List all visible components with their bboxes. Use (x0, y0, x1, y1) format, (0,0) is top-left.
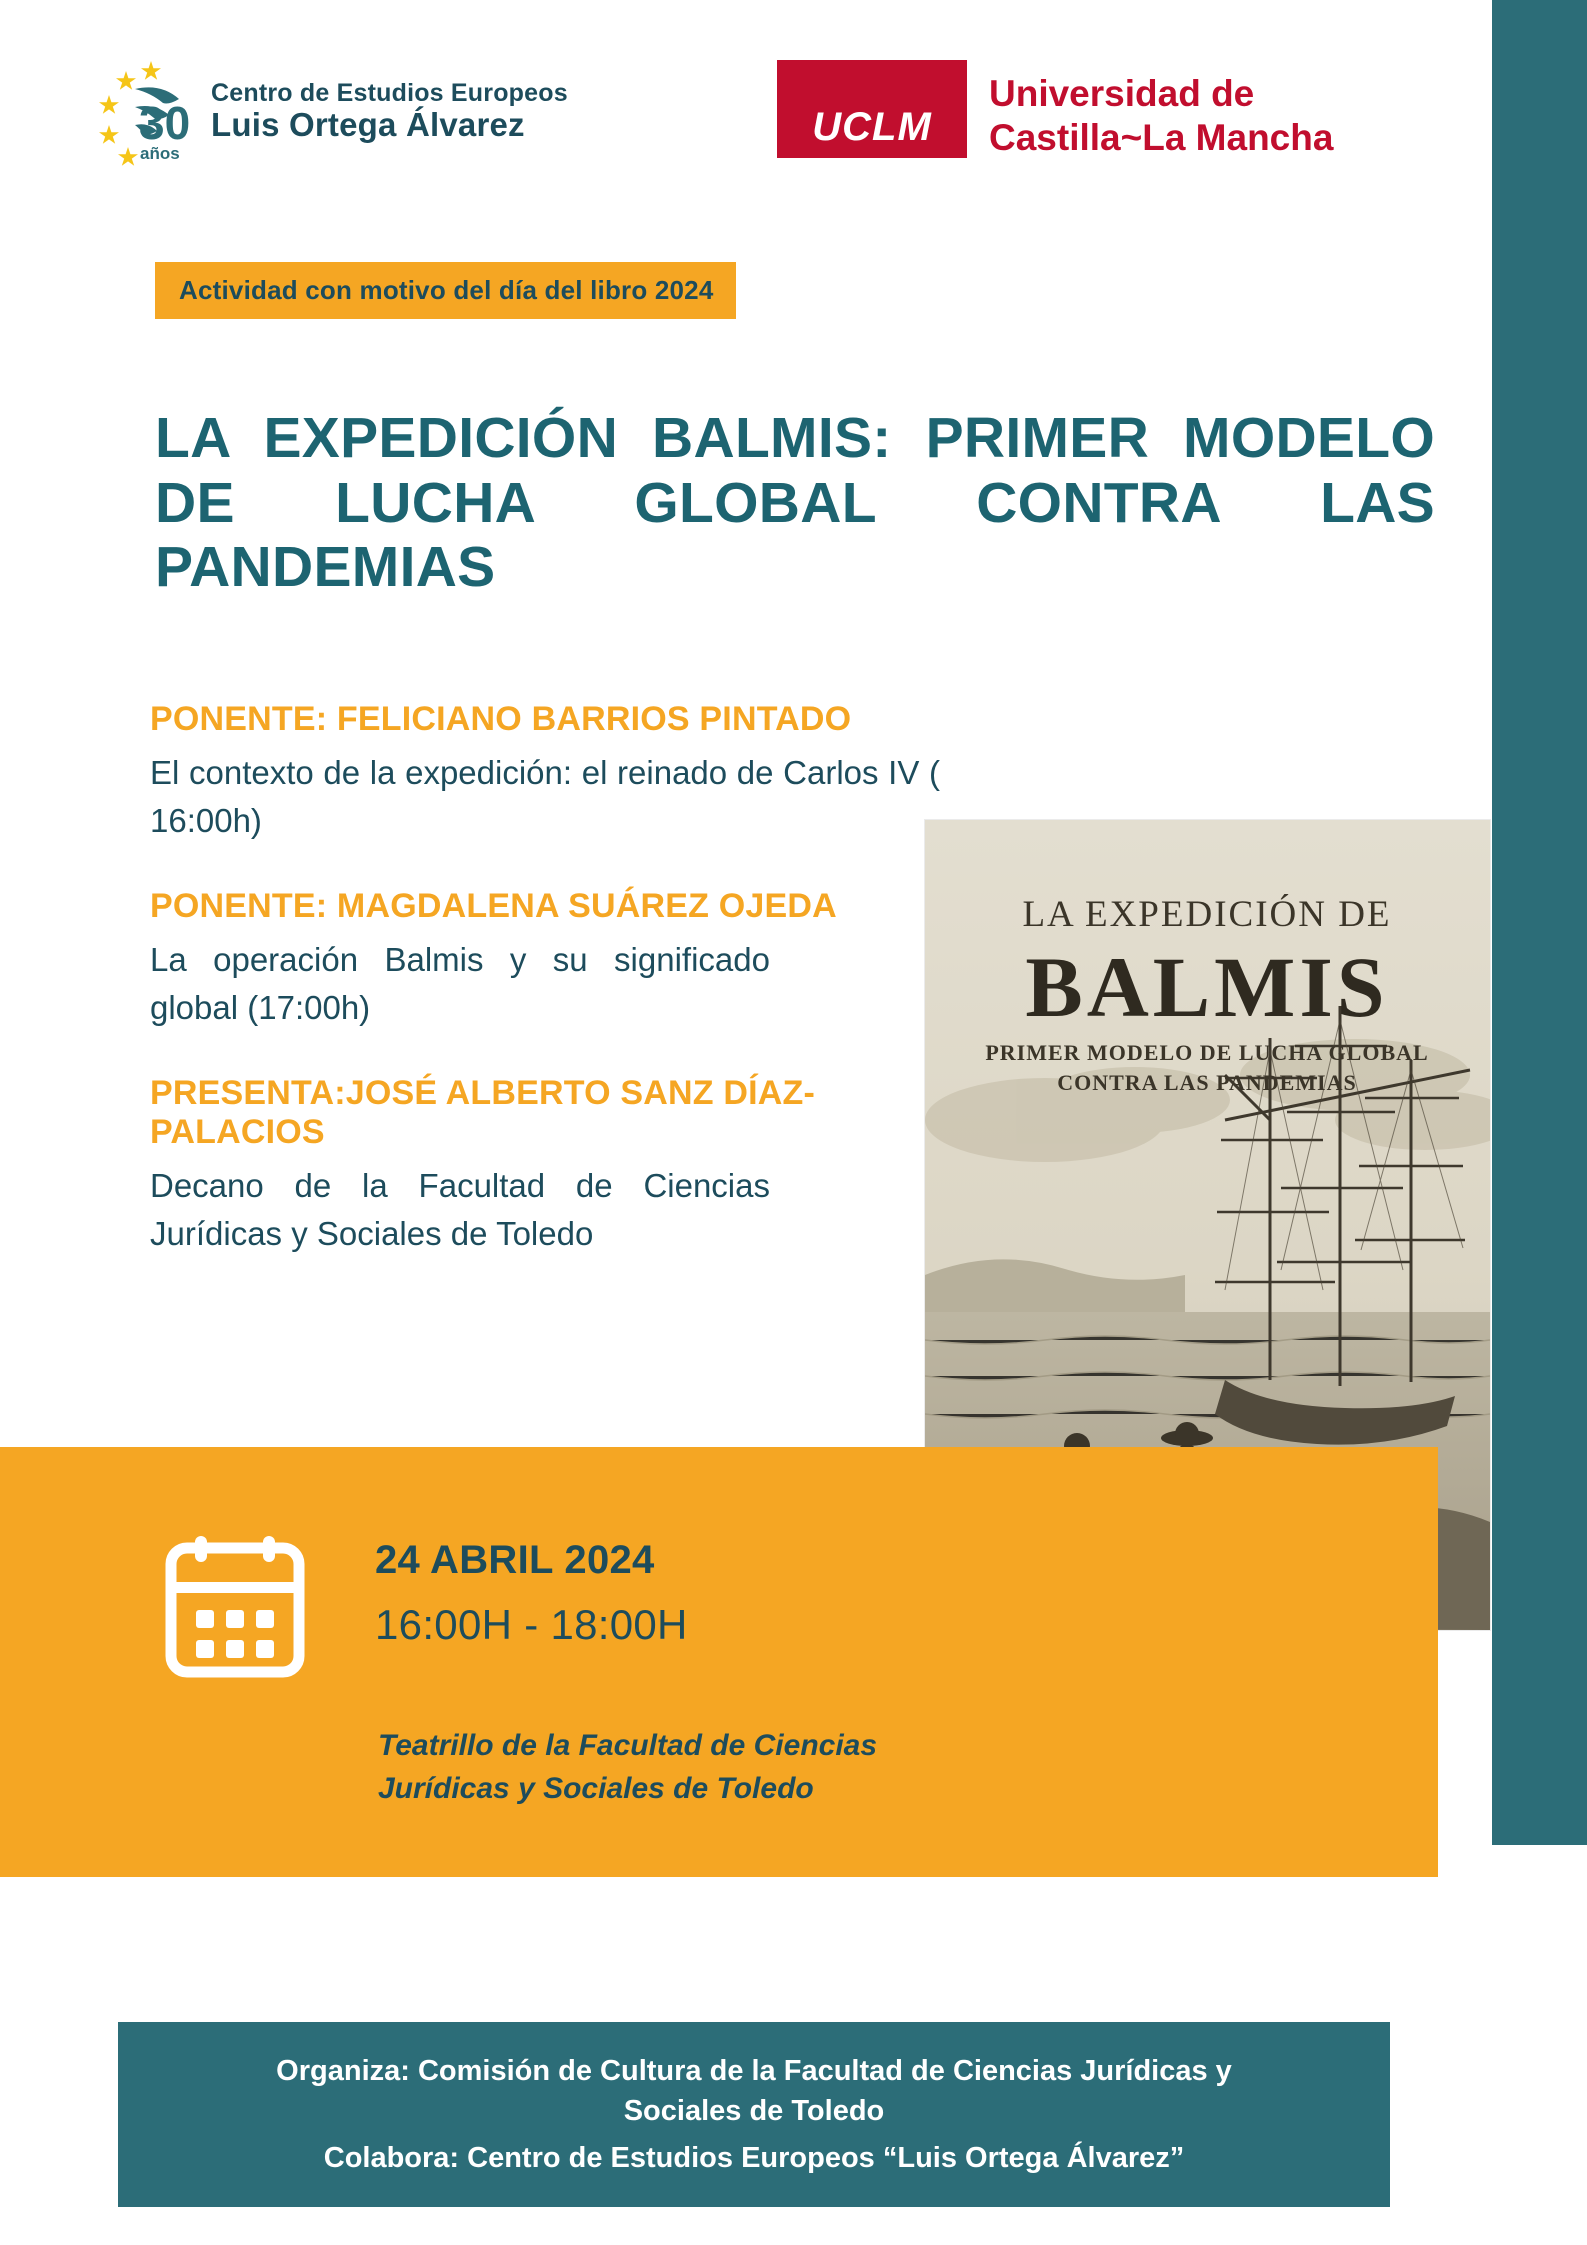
speaker-description: El contexto de la expedición: el reinado de Carlos IV ( 16:00h) (150, 754, 940, 839)
speaker-role-label: PONENTE: MAGDALENA SUÁREZ OJEDA (150, 886, 837, 925)
footer-collaborator: Colabora: Centro de Estudios Europeos “Luis Ortega Álvarez” (323, 2141, 1185, 2174)
presenter-role-label: PRESENTA:JOSÉ ALBERTO SANZ DÍAZ-PALACIOS (150, 1073, 816, 1151)
uclm-name-line2: Castilla~La Mancha (989, 117, 1334, 159)
event-datetime (375, 1538, 1075, 1649)
eu-stars-circle-icon (95, 55, 207, 167)
speaker-entry (150, 887, 940, 1032)
cee-logo (95, 55, 568, 167)
svg-text:CONTRA LAS PANDEMIAS: CONTRA LAS PANDEMIAS (1057, 1070, 1357, 1095)
event-venue-line2: Jurídicas y Sociales de Toledo (378, 1771, 814, 1805)
logo-row (95, 55, 1425, 185)
uclm-name-line1: Universidad de (989, 73, 1255, 114)
calendar-icon (165, 1530, 305, 1680)
speakers-section (150, 700, 940, 1257)
svg-text:LA EXPEDICIÓN DE: LA EXPEDICIÓN DE (1022, 894, 1392, 935)
right-teal-band (1492, 0, 1587, 1845)
cee-logo-text (211, 79, 568, 144)
speaker-entry (150, 700, 940, 845)
footer-credits (118, 2022, 1390, 2207)
svg-text:30: 30 (139, 97, 191, 149)
cee-logo-line2: Luis Ortega Álvarez (211, 105, 525, 143)
event-venue (378, 1725, 1098, 1810)
speaker-role-label: PONENTE: FELICIANO BARRIOS PINTADO (150, 700, 852, 738)
uclm-logo-mark (777, 60, 967, 158)
svg-text:BALMIS: BALMIS (1025, 939, 1389, 1035)
svg-text:años: años (140, 144, 180, 163)
speaker-entry (150, 1074, 940, 1258)
event-venue-line1: Teatrillo de la Facultad de Ciencias (378, 1729, 878, 1762)
speaker-description: La operación Balmis y su significado global (17:00h) (150, 940, 770, 1026)
uclm-logo-wordmark: UCLM (812, 105, 932, 149)
uclm-logo (777, 60, 1333, 161)
footer-organizer-line2: Sociales de Toledo (623, 2095, 885, 2128)
cee-logo-line1: Centro de Estudios Europeos (211, 78, 568, 107)
activity-tag: Actividad con motivo del día del libro 2024 (155, 262, 736, 319)
footer-organizer-line1: Organiza: Comisión de Cultura de la Facultad de Ciencias Jurídicas y (276, 2054, 1232, 2087)
event-time: 16:00H - 18:00H (375, 1601, 688, 1648)
event-date: 24 ABRIL 2024 (375, 1538, 655, 1582)
page-title: LA EXPEDICIÓN BALMIS: PRIMER MODELO DE LUCHA GLOBAL CONTRA LAS PANDEMIAS (155, 406, 1435, 599)
uclm-logo-name (989, 60, 1333, 161)
presenter-description: Decano de la Facultad de Ciencias Jurídicas y Sociales de Toledo (150, 1166, 770, 1252)
svg-text:PRIMER MODELO DE LUCHA GLOBAL: PRIMER MODELO DE LUCHA GLOBAL (985, 1040, 1429, 1065)
